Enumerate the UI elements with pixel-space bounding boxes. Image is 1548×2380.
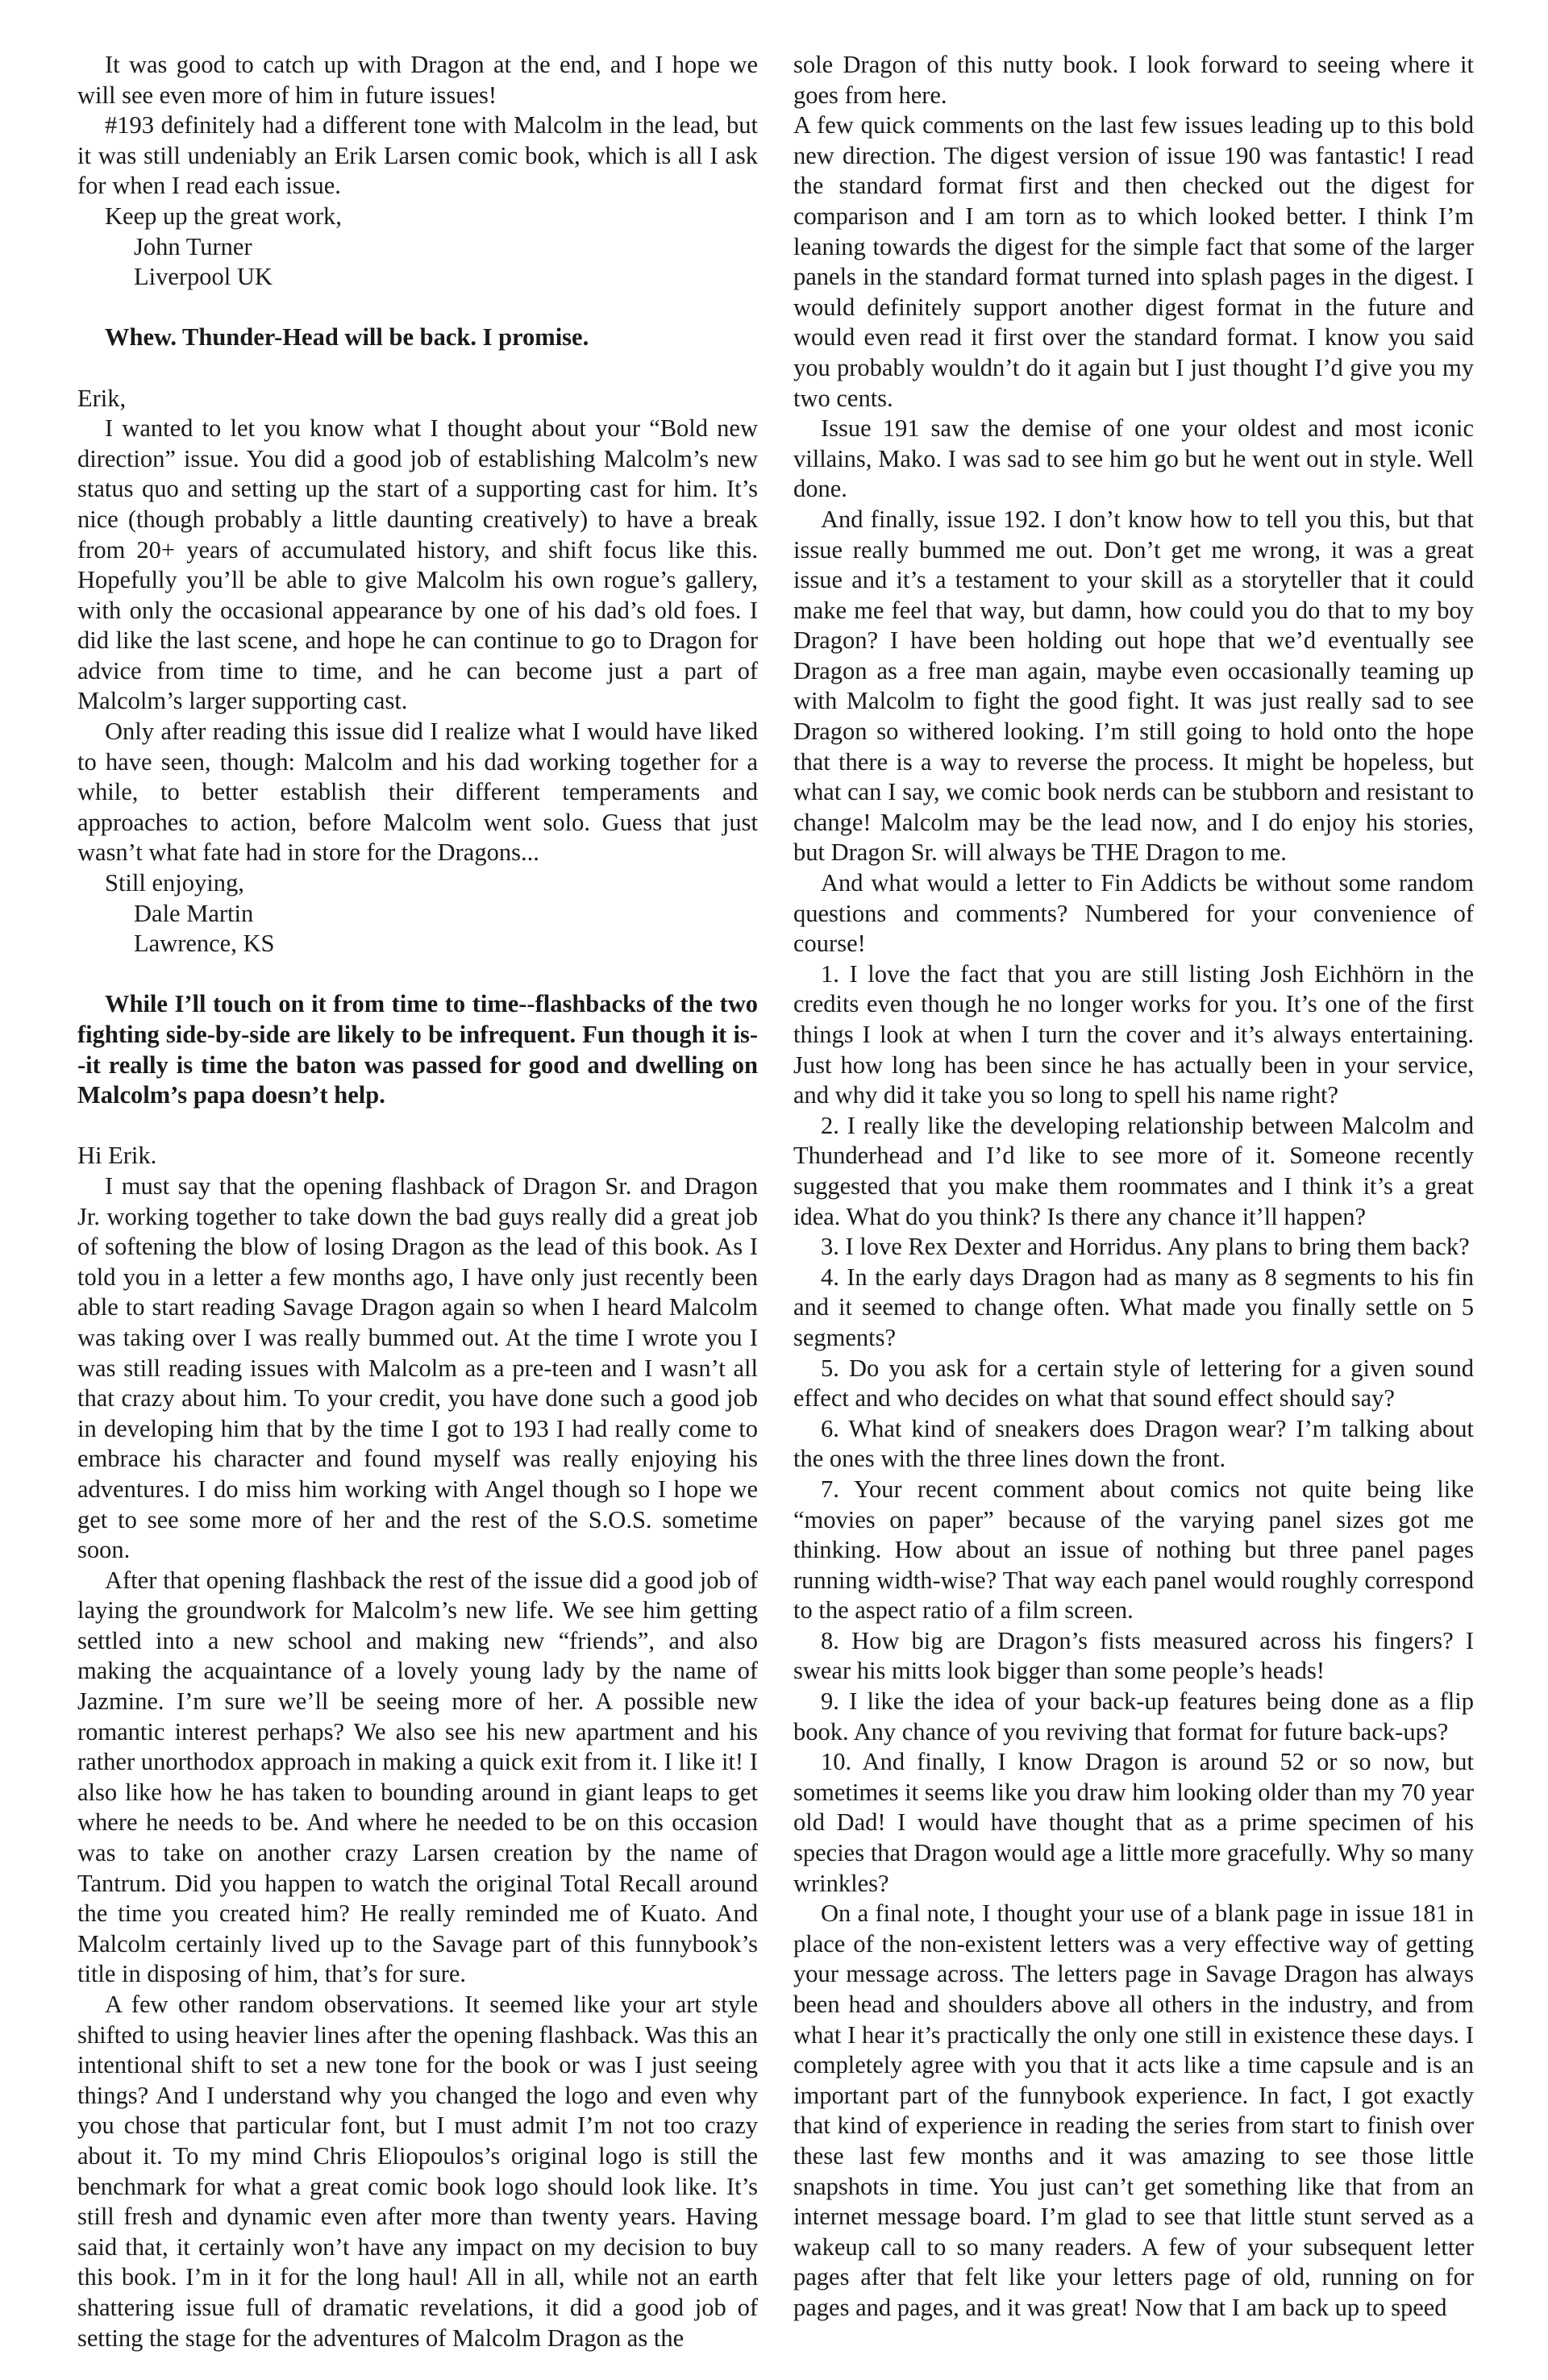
numbered-question: 7. Your recent comment about comics not quite being like “movies on paper” because of the varying panel sizes got me thinking. How about an issue of nothing but three panel pages running width-wise? That way each panel would roughly correspond to the aspect ratio of a film screen. [793, 1475, 1474, 1625]
spacer [77, 293, 758, 323]
letter-paragraph: And what would a letter to Fin Addicts be without some random questions and comments? Numbered for your convenience of course! [793, 869, 1474, 958]
letter-paragraph: I wanted to let you know what I thought about your “Bold new direction” issue. You did a good job of establishing Malcolm’s new status quo and setting up the start of a supporting cast for him. It’s nice (though probably a little daunting creatively) to have a break from 20+ years of accumulated history, and shift focus like this. Hopefully you’ll be able to give Malcolm his own rogue’s gallery, with only the occasional appearance by one of his dad’s old foes. I did like the last scene, and hope he can continue to go to Dragon for advice from time to time, and he can become just a part of Malcolm’s larger supporting cast. [77, 414, 758, 715]
letter-paragraph: A few other random observations. It seemed like your art style shifted to using heavier lines after the opening flashback. Was this an intentional shift to set a new tone for the book or was I just seeing things? And I understand why you changed the logo and even why you chose that particular font, but I must admit I’m not too crazy about it. To my mind Chris Eliopoulos’s original logo is still the benchmark for what a great comic book logo should look like. It’s still fresh and dynamic even after more than twenty years. Having said that, it certainly won’t have any impact on my decision to buy this book. I’m in it for the long haul! All in all, while not an earth shattering issue full of dramatic revelations, it did a good job of setting the stage for the adventures of Malcolm Dragon as the [77, 1991, 758, 2352]
letter-paragraph: On a final note, I thought your use of a blank page in issue 181 in place of the non-existent letters was a very effective way of getting your message across. The letters page in Savage Dragon has always been head and shoulders above all others in the industry, and from what I hear it’s practically the only one still in existence these days. I completely agree with you that it acts like a time capsule and is an important part of the funnybook experience. In fact, I got exactly that kind of experience in reading the series from start to finish over these last few months and it was amazing to see those little snapshots in time. You just can’t get something like that from an internet message board. I’m glad to see that little stunt served as a wakeup call to so many readers. A few of your subsequent letter pages after that felt like your letters page of old, running on for pages and pages, and it was great! Now that I am back up to speed [793, 1899, 1474, 2321]
right-column [793, 50, 1474, 2324]
spacer [77, 959, 758, 990]
editor-reply: Whew. Thunder-Head will be back. I promise. [105, 323, 589, 352]
numbered-question: 4. In the early days Dragon had as many as 8 segments to his fin and it seemed to change often. What made you finally settle on 5 segments? [793, 1263, 1474, 1351]
letter-author-name: Dale Martin [134, 899, 254, 927]
letter-closing: Still enjoying, [105, 869, 244, 897]
letter-author-location: Lawrence, KS [134, 930, 275, 958]
numbered-question: 9. I like the idea of your back-up features being done as a flip book. Any chance of you reviving that format for future back-ups? [793, 1687, 1474, 1745]
numbered-question: 1. I love the fact that you are still listing Josh Eichhörn in the credits even though he no longer works for you. It’s one of the first things I look at when I turn the cover and it’s always entertaining. Just how long has been since he has actually been in your service, and why did it take you so long to spell his name right? [793, 959, 1474, 1109]
letter-greeting: Erik, [77, 384, 127, 412]
left-column [77, 50, 758, 2353]
letter-author-name: John Turner [134, 232, 252, 260]
letter-paragraph: #193 definitely had a different tone with Malcolm in the lead, but it was still undeniably an Erik Larsen comic book, which is all I ask for when I read each issue. [77, 111, 758, 200]
letters-page [77, 50, 1513, 2364]
spacer [77, 1111, 758, 1142]
numbered-question: 6. What kind of sneakers does Dragon wear? I’m talking about the ones with the three lines down the front. [793, 1414, 1474, 1473]
letter-paragraph: It was good to catch up with Dragon at the end, and I hope we will see even more of him in future issues! [77, 51, 758, 109]
letter-paragraph: Issue 191 saw the demise of one your oldest and most iconic villains, Mako. I was sad to see him go but he went out in style. Well done. [793, 414, 1474, 503]
numbered-question: 8. How big are Dragon’s fists measured across his fingers? I swear his mitts look bigger than some people’s heads! [793, 1626, 1474, 1685]
letter-greeting: Hi Erik. [77, 1142, 157, 1170]
spacer [77, 353, 758, 384]
letter-paragraph: And finally, issue 192. I don’t know how to tell you this, but that issue really bummed me out. Don’t get me wrong, it was a great issue and it’s a testament to your skill as a storyteller that it could make me feel that way, but damn, how could you do that to my boy Dragon? I have been holding out hope that we’d eventually see Dragon as a free man again, maybe even occasionally teaming up with Malcolm to fight the good fight. It was just really sad to see Dragon so withered looking. I’m still going to hold onto the hope that there is a way to reverse the process. It might be hopeless, but what can I say, we comic book nerds can be stubborn and resistant to change! Malcolm may be the lead now, and I do enjoy his stories, but Dragon Sr. will always be THE Dragon to me. [793, 505, 1474, 867]
numbered-question: 2. I really like the developing relationship between Malcolm and Thunderhead and I’d like to see more of it. Someone recently suggested that you make them roommates and I think it’s a great idea. What do you think? Is there any chance it’ll happen? [793, 1111, 1474, 1230]
editor-reply: While I’ll touch on it from time to time--flashbacks of the two fighting side-by-side are likely to be infrequent. Fun though it is--it really is time the baton was passed for good and dwelling on Malcolm’s papa doesn’t help. [77, 990, 758, 1109]
letter-paragraph: After that opening flashback the rest of the issue did a good job of laying the groundwork for Malcolm’s new life. We see him getting settled into a new school and making new “friends”, and also making the acquaintance of a lovely young lady by the name of Jazmine. I’m sure we’ll be seeing more of her. A possible new romantic interest perhaps? We also see his new apartment and his rather unorthodox approach in making a quick exit from it. I like it! I also like how he has taken to bounding around in giant leaps to get where he needs to be. And where he needed to be on this occasion was to take on another crazy Larsen creation by the name of Tantrum. Did you happen to watch the original Total Recall around the time you created him? He really reminded me of Kuato. And Malcolm certainly lived up to the Savage part of this funnybook’s title in disposing of him, that’s for sure. [77, 1566, 758, 1988]
numbered-question: 3. I love Rex Dexter and Horridus. Any plans to bring them back? [821, 1233, 1470, 1261]
numbered-question: 10. And finally, I know Dragon is around 52 or so now, but sometimes it seems like you draw him looking older than my 70 year old Dad! I would have thought that as a prime specimen of his species that Dragon would age a little more gracefully. Why so many wrinkles? [793, 1748, 1474, 1897]
numbered-question: 5. Do you ask for a certain style of lettering for a given sound effect and who decides on what that sound effect should say? [793, 1354, 1474, 1413]
letter-paragraph: sole Dragon of this nutty book. I look forward to seeing where it goes from here. [793, 51, 1474, 109]
letter-paragraph: I must say that the opening flashback of Dragon Sr. and Dragon Jr. working together to take down the bad guys really did a great job of softening the blow of losing Dragon as the lead of this book. As I told you in a letter a few months ago, I have only just recently been able to start reading Savage Dragon again so when I heard Malcolm was taking over I was really bummed out. At the time I wrote you I was still reading issues with Malcolm as a pre-teen and I wasn’t all that crazy about him. To your credit, you have done such a good job in developing him that by the time I got to 193 I had really come to embrace his character and found myself was really enjoying his adventures. I do miss him working with Angel though so I hope we get to see some more of her and the rest of the S.O.S. sometime soon. [77, 1171, 758, 1564]
letter-paragraph: A few quick comments on the last few issues leading up to this bold new direction. The digest version of issue 190 was fantastic! I read the standard format first and then checked out the digest for comparison and I am torn as to which looked better. I think I’m leaning towards the digest for the simple fact that some of the larger panels in the standard format turned into splash pages in the digest. I would definitely support another digest format in the future and would even read it first over the standard format. I know you said you probably wouldn’t do it again but I just thought I’d give you my two cents. [793, 111, 1474, 412]
letter-closing: Keep up the great work, [105, 202, 342, 230]
letter-author-location: Liverpool UK [134, 263, 273, 291]
letter-paragraph: Only after reading this issue did I realize what I would have liked to have seen, though: Malcolm and his dad working together for a while, to better establish their different temperaments and approaches to action, before Malcolm went solo. Guess that just wasn’t what fate had in store for the Dragons... [77, 718, 758, 867]
